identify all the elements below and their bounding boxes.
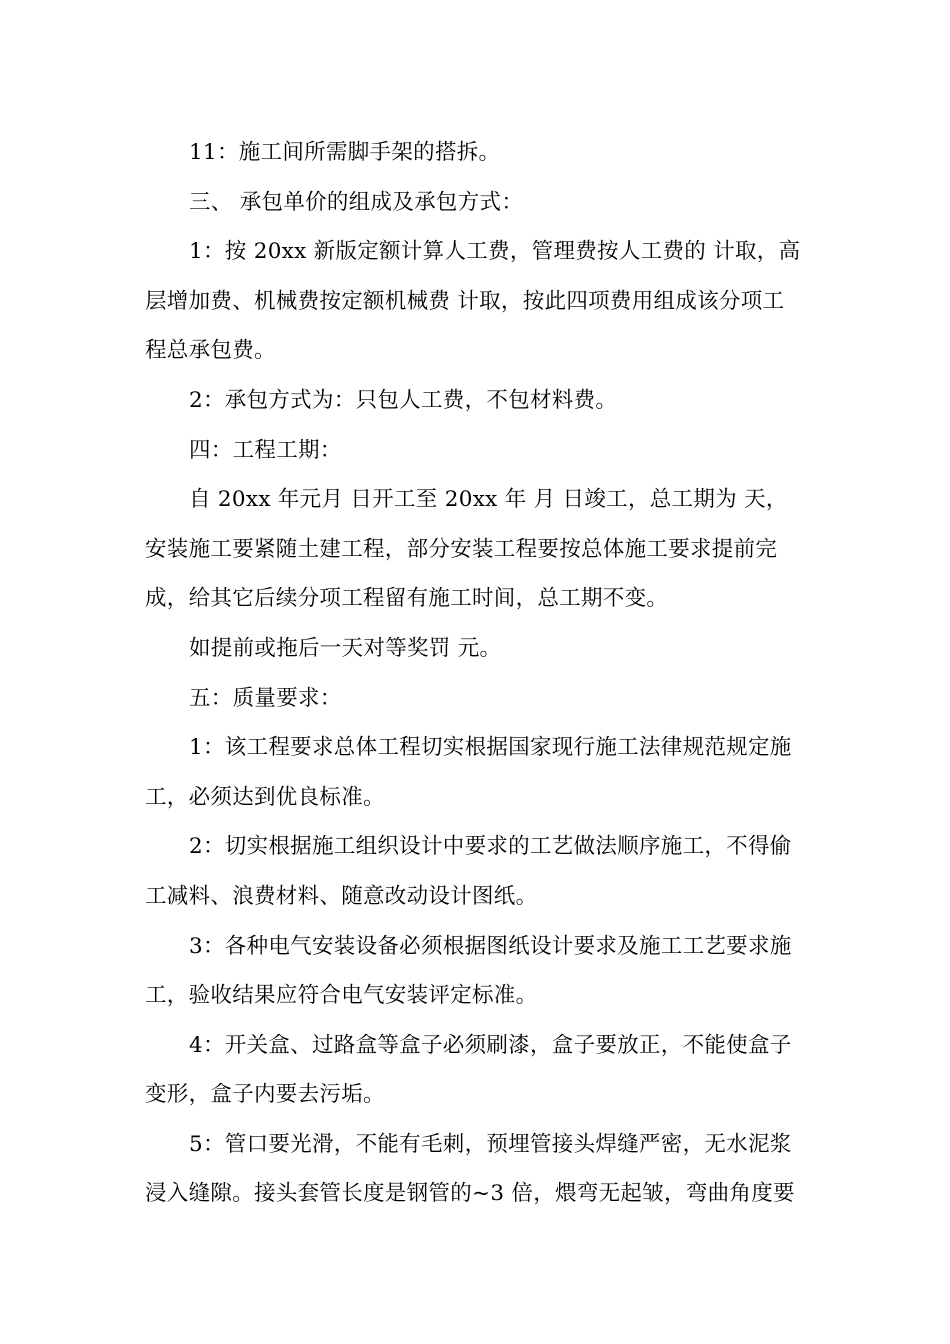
paragraph-11-scaffold [145, 128, 815, 178]
document-body [145, 128, 815, 1219]
text-line: 2：切实根据施工组织设计中要求的工艺做法顺序施工，不得偷 [189, 834, 792, 860]
text-line: 11：施工间所需脚手架的搭拆。 [189, 140, 501, 165]
text-line: 层增加费、机械费按定额机械费 计取，按此四项费用组成该分项工 [145, 288, 785, 314]
text-line: 浸入缝隙。接头套管长度是钢管的~3 倍，煨弯无起皱，弯曲角度要 [145, 1181, 795, 1207]
paragraph-reward-penalty [145, 624, 815, 674]
text-line: 五：质量要求： [189, 685, 342, 711]
paragraph-quality-2 [145, 822, 815, 921]
paragraph-quality-4 [145, 1021, 815, 1120]
text-line: 工减料、浪费材料、随意改动设计图纸。 [145, 883, 538, 909]
text-line: 1：该工程要求总体工程切实根据国家现行施工法律规范规定施 [189, 735, 792, 761]
text-line: 工，验收结果应符合电气安装评定标准。 [145, 983, 538, 1009]
section-heading-5 [145, 674, 815, 724]
paragraph-price-2 [145, 376, 815, 426]
paragraph-quality-5 [145, 1120, 815, 1219]
paragraph-quality-1 [145, 723, 815, 822]
text-line: 自 20xx 年元月 日开工至 20xx 年 月 日竣工，总工期为 天， [189, 487, 788, 513]
text-line: 2：承包方式为：只包人工费，不包材料费。 [189, 387, 618, 413]
text-line: 工，必须达到优良标准。 [145, 784, 385, 810]
section-heading-4 [145, 426, 815, 476]
text-line: 成，给其它后续分项工程留有施工时间，总工期不变。 [145, 586, 669, 612]
text-line: 1：按 20xx 新版定额计算人工费，管理费按人工费的 计取，高 [189, 239, 801, 265]
text-line: 安装施工要紧随土建工程，部分安装工程要按总体施工要求提前完 [145, 536, 778, 562]
paragraph-schedule [145, 475, 815, 624]
text-line: 如提前或拖后一天对等奖罚 元。 [189, 635, 502, 661]
text-line: 三、 承包单价的组成及承包方式： [189, 189, 524, 215]
text-line: 程总承包费。 [145, 338, 276, 364]
paragraph-quality-3 [145, 922, 815, 1021]
text-line: 变形，盒子内要去污垢。 [145, 1082, 385, 1108]
section-heading-3 [145, 178, 815, 228]
text-line: 四：工程工期： [189, 437, 342, 463]
text-line: 3：各种电气安装设备必须根据图纸设计要求及施工工艺要求施 [189, 933, 792, 959]
text-line: 4：开关盒、过路盒等盒子必须刷漆，盒子要放正，不能使盒子 [189, 1032, 792, 1058]
text-line: 5：管口要光滑，不能有毛刺，预埋管接头焊缝严密，无水泥浆 [189, 1131, 792, 1157]
paragraph-price-1 [145, 227, 815, 376]
